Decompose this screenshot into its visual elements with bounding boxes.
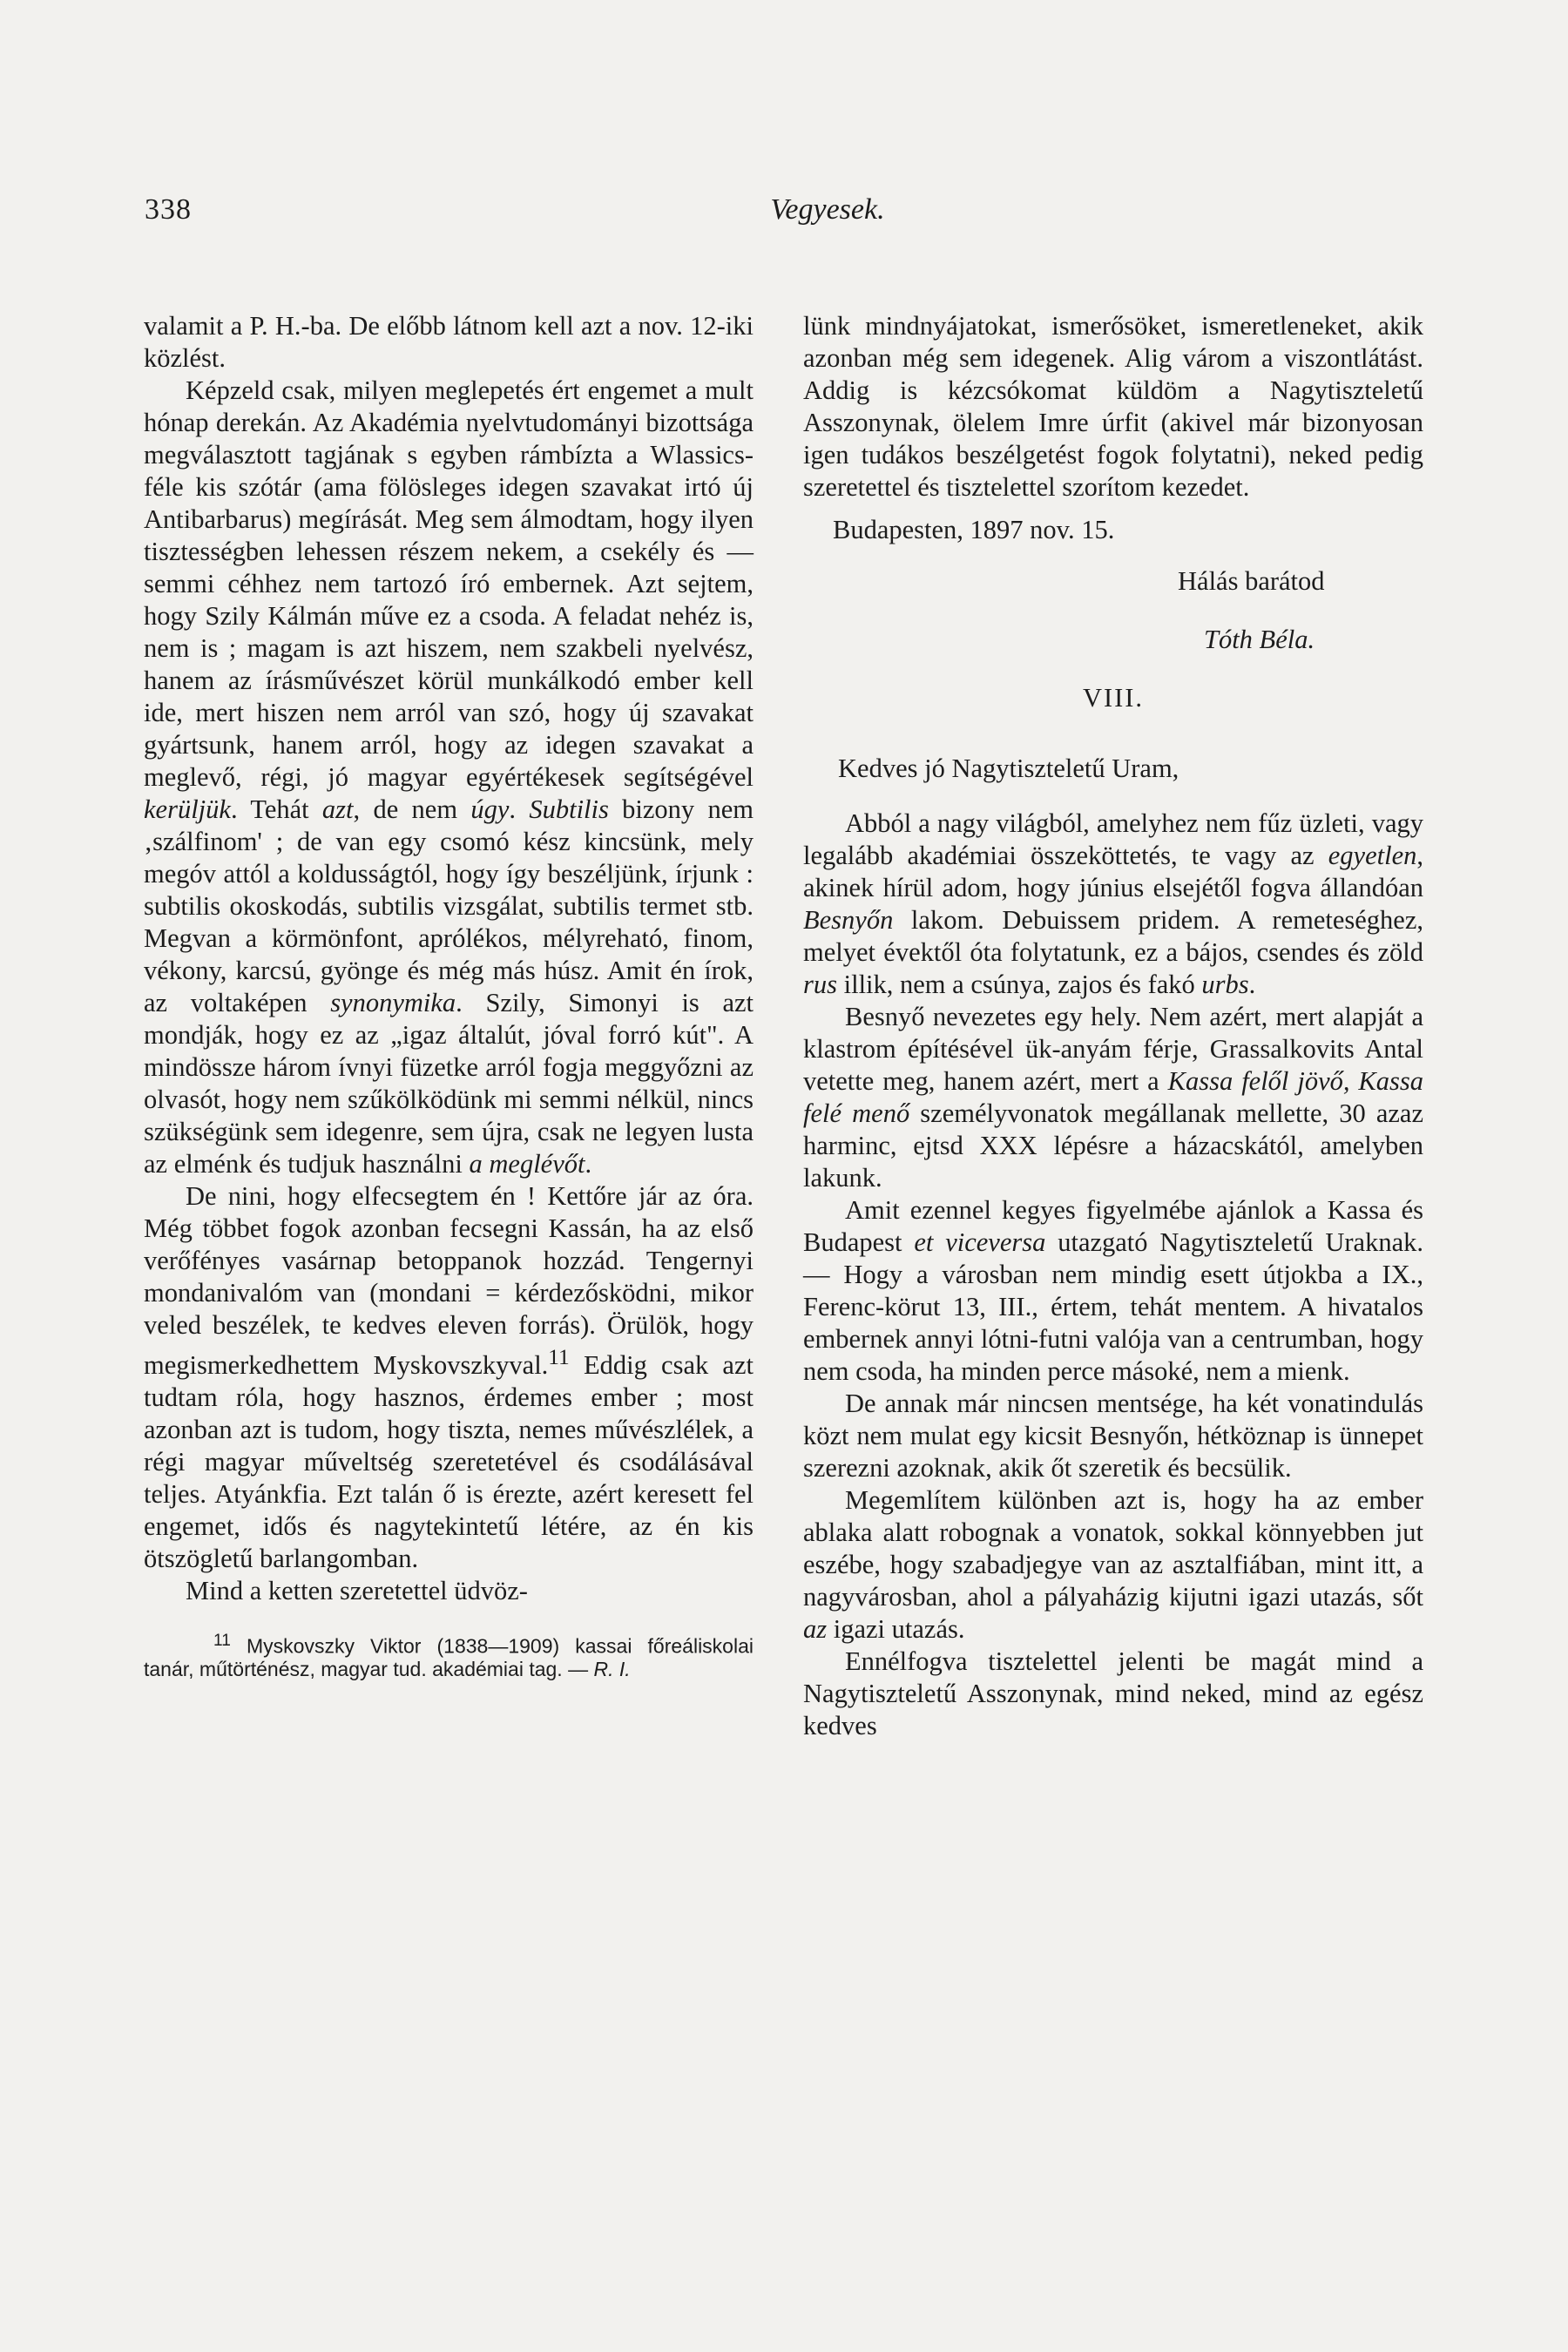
paragraph: Ennélfogva tisztelettel jelenti be magát mind a Nagytiszteletű Asszonynak, mind neked, mind az egész kedves xyxy=(803,1646,1423,1740)
paragraph: Abból a nagy világból, amelyhez nem fűz üzleti, vagy legalább akadémiai összeköttetés, te vagy az egyetlen, akinek hírül adom, hogy június elsejétől fogva állandóan Besnyőn lakom. Debuissem pridem. A remeteséghez, melyet évektől óta folytatunk, ez a bájos, csendes és zöld rus illik, nem a csúnya, zajos és fakó urbs. xyxy=(803,808,1423,999)
paragraph: De nini, hogy elfecsegtem én ! Kettőre jár az óra. Még többet fogok azonban fecsegni Kassán, ha az első verőfényes vasárnap betoppanok hozzád. Tengernyi mondanivalóm van (mondani = kérdezősködni, mikor veled beszélek, te kedves eleven forrás). Örülök, hogy megismerkedhettem Myskovszkyval.$^{11}$ Eddig csak azt tudtam róla, hogy hasznos, érdemes ember ; most azonban azt is tudom, hogy tiszta, nemes művészlélek, a régi magyar műveltség szeretetével és csodálásával teljes. Atyánkfia. Ezt talán ő is érezte, azért keresett fel engemet, idős és nagytekintetű létére, az én kis ötszögletű barlangomban. xyxy=(144,1181,754,1574)
running-title: Vegyesek. xyxy=(770,193,885,226)
paragraph: Megemlítem különben azt is, hogy ha az ember ablaka alatt robognak a vonatok, sokkal könnyebben jut eszébe, hogy szabadjegye van az asztalfiában, mint itt, a nagyvárosban, ahol a pályaházig kijutni igazi utazás, sőt az igazi utazás. xyxy=(803,1485,1423,1644)
paragraph: valamit a P. H.-ba. De előbb látnom kell azt a nov. 12-iki közlést. xyxy=(144,311,754,373)
paragraph: De annak már nincsen mentsége, ha két vonatindulás közt nem mulat egy kicsit Besnyőn, hétköznap is ünnepet szerezni azoknak, akik őt szeretik és becsülik. xyxy=(803,1389,1423,1483)
letter-closing: Hálás barátod xyxy=(1178,566,1325,596)
paragraph: Besnyő nevezetes egy hely. Nem azért, mert alapját a klastrom építésével ük-anyám férje, Grassalkovits Antal vetette meg, hanem azért, mert a Kassa felől jövő, Kassa felé menő személyvonatok megállanak mellette, 30 azaz harminc, ejtsd XXX lépésre a házacskától, amelyben lakunk. xyxy=(803,1002,1424,1193)
page-number: 338 xyxy=(145,193,192,226)
footnote-ref: 11 xyxy=(548,1345,570,1369)
paragraph: lünk mindnyájatokat, ismerősöket, ismeretleneket, akik azonban még sem idegenek. Alig várom a viszontlátást. Addig is kézcsókomat küldöm a Nagytiszteletű Asszonynak, ölelem Imre úrfit (akivel már bizonyosan igen tudákos beszélgetést fogok folytatni), neked pedig szeretettel és tisztelettel szorítom kezedet. xyxy=(803,311,1423,502)
left-column xyxy=(144,310,754,1680)
letter-date: Budapesten, 1897 nov. 15. xyxy=(833,515,1115,544)
paragraph: Képzeld csak, milyen meglepetés ért engemet a mult hónap derekán. Az Akadémia nyelvtudományi bizottsága megválasztott tagjának s egyben rámbízta a Wlassics-féle kis szótár (ama fölösleges idegen szavakat irtó új Antibarbarus) megírását. Meg sem álmodtam, hogy ilyen tisztességben lehessen részem nekem, a csekély és — semmi céhhez nem tartozó író embernek. Azt sejtem, hogy Szily Kálmán műve ez a csoda. A feladat nehéz is, nem is ; magam is azt hiszem, nem szakbeli nyelvész, hanem az írásművészet körül munkálkodó ember kell ide, mert hiszen nem arról van szó, hogy új szavakat gyártsunk, hanem arról, hogy az idegen szavakat a meglevő, régi, jó magyar egyértékesek segítségével kerüljük. Tehát azt, de nem úgy. Subtilis bizony nem ‚szálfinom' ; de van egy csomó kész kincsünk, mely megóv attól a koldusságtól, hogy így beszéljünk, írjunk : subtilis okoskodás, subtilis vizsgálat, subtilis termet stb. Megvan a körmönfont, aprólékos, mélyreható, finom, vékony, karcsú, gyönge és még más húsz. Amit én írok, az voltaképen synonymika. Szily, Simonyi is azt mondják, hogy ez az „igaz általút, jóval forró kút". A mindössze három ívnyi füzetke arról fogja meggyőzni az olvasót, hogy nem szűkölködünk mi semmi nélkül, nincs szükségünk sem idegenre, sem újra, csak ne legyen lusta az elménk és tudjuk használni a meglévőt. xyxy=(144,375,754,1179)
right-column xyxy=(803,310,1423,1742)
page-header xyxy=(0,193,1568,237)
section-number: VIII. xyxy=(1082,683,1145,713)
letter-salutation: Kedves jó Nagytiszteletű Uram, xyxy=(838,754,1179,783)
paragraph: Mind a ketten szeretettel üdvöz- xyxy=(186,1576,528,1606)
letter-signature: Tóth Béla. xyxy=(1204,625,1315,654)
footnote: $^{11}$ Myskovszky Viktor (1838—1909) kassai főreáliskolai tanár, műtörténész, magyar tud. akadémiai tag. — R. I. xyxy=(144,1632,754,1680)
paragraph: Amit ezennel kegyes figyelmébe ajánlok a Kassa és Budapest et viceversa utazgató Nagytiszteletű Uraknak. — Hogy a városban nem mindig esett útjokba a IX., Ferenc-körut 13, III., értem, tehát mentem. A hivatalos embernek annyi lótni-futni valója van a centrumban, hogy nem csoda, ha minden perce másoké, nem a mienk. xyxy=(803,1195,1424,1386)
